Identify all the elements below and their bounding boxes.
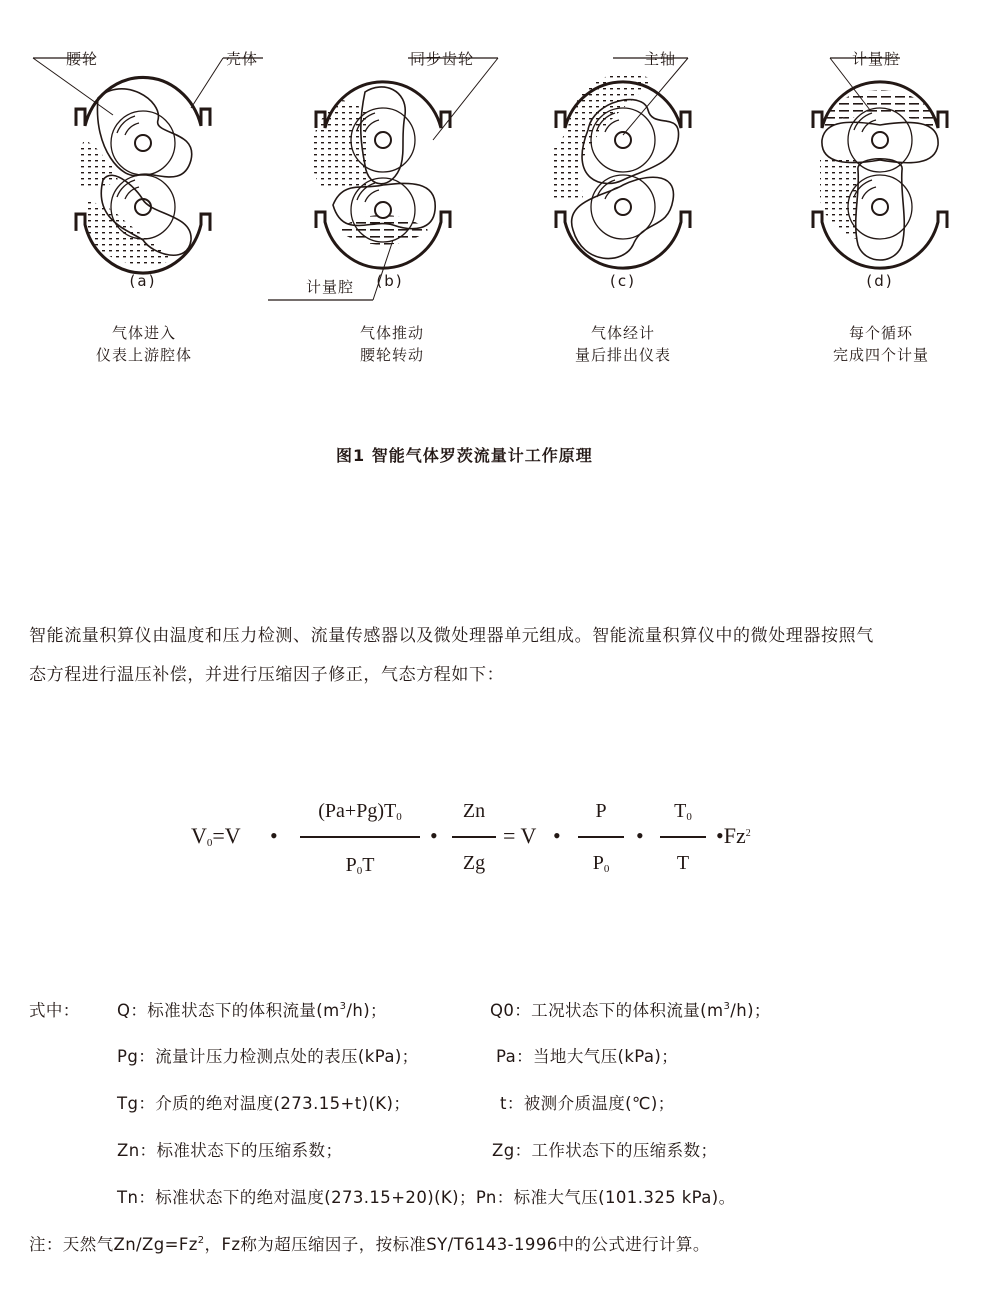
panel-a-label: (a) xyxy=(129,272,157,290)
panel-b-caption: 气体推动 腰轮转动 xyxy=(359,324,424,364)
diagram-a xyxy=(33,58,263,273)
label-metering-chamber-d: 计量腔 xyxy=(852,50,901,68)
frac4-denominator: T xyxy=(676,852,690,874)
paragraph-line-2: 态方程进行温压补偿，并进行压缩因子修正，气态方程如下： xyxy=(29,665,505,685)
roots-meter-diagrams xyxy=(0,0,1000,300)
diagram-c xyxy=(553,58,690,268)
frac3-denominator: $P_0$ xyxy=(592,852,610,875)
formula-eq2: = V xyxy=(503,823,537,848)
def-zn: Zn：标准状态下的压缩系数； xyxy=(117,1141,343,1160)
paragraph-line-1: 智能流量积算仪由温度和压力检测、流量传感器以及微处理器单元组成。智能流量积算仪中的微处理器按照气 xyxy=(29,626,874,646)
def-tg: Tg：介质的绝对温度(273.15+t)(K)； xyxy=(117,1094,411,1113)
dot-1: • xyxy=(270,823,278,848)
def-zg: Zg：工作状态下的压缩系数； xyxy=(492,1141,718,1160)
gas-state-equation xyxy=(0,790,1000,890)
dot-3: • xyxy=(553,823,561,848)
label-sync-gear: 同步齿轮 xyxy=(410,50,475,68)
diagram-b xyxy=(268,58,498,300)
frac4-numerator: $T_0$ xyxy=(674,800,692,823)
label-lobe: 腰轮 xyxy=(66,50,99,68)
figure-title: 图1 智能气体罗茨流量计工作原理 xyxy=(336,446,593,465)
definitions-intro: 式中： xyxy=(29,1001,80,1020)
panel-c-label: (c) xyxy=(610,272,636,290)
frac1-denominator: $P_0T$ xyxy=(345,854,375,877)
frac3-numerator: P xyxy=(595,800,607,822)
label-housing: 壳体 xyxy=(226,50,259,68)
frac3-bar xyxy=(578,836,624,838)
note: 注：天然气$Zn/Zg=Fz^2$，Fz称为超压缩因子，按标准SY/T6143-1996中的公式进行计算。 xyxy=(29,1235,710,1254)
dot-4: • xyxy=(636,823,644,848)
dot-2: • xyxy=(430,823,438,848)
panel-d-label: (d) xyxy=(866,272,894,290)
panel-b-label: (b) xyxy=(376,272,404,290)
def-q0: Q0：工况状态下的体积流量$(m^3/h)$； xyxy=(490,1001,771,1020)
label-main-shaft: 主轴 xyxy=(644,50,677,68)
def-tn-pn: Tn：标准状态下的绝对温度(273.15+20)(K)；Pn：标准大气压(101.325 kPa)。 xyxy=(117,1188,736,1207)
def-pa: Pa：当地大气压(kPa)； xyxy=(496,1047,679,1066)
label-metering-chamber-b: 计量腔 xyxy=(306,278,355,296)
def-q: Q：标准状态下的体积流量$(m^3/h)$； xyxy=(117,1001,387,1020)
diagram-d xyxy=(813,58,947,268)
frac2-numerator: Zn xyxy=(462,800,486,822)
frac2-bar xyxy=(452,836,496,838)
panel-a-caption: 气体进入 仪表上游腔体 xyxy=(95,324,192,364)
def-t: t：被测介质温度(℃)； xyxy=(500,1094,675,1113)
panel-d-caption: 每个循环 完成四个计量 xyxy=(832,324,929,364)
formula-lhs: $V_0=V$ xyxy=(191,823,241,849)
def-pg: Pg：流量计压力检测点处的表压(kPa)； xyxy=(117,1047,419,1066)
formula-tail: •Fz$^2$ xyxy=(716,823,751,848)
frac1-numerator: $(Pa+Pg)T_0$ xyxy=(318,800,402,823)
frac1-bar xyxy=(300,836,420,838)
panel-c-caption: 气体经计 量后排出仪表 xyxy=(574,324,671,364)
frac4-bar xyxy=(660,836,706,838)
frac2-denominator: Zg xyxy=(462,852,486,874)
